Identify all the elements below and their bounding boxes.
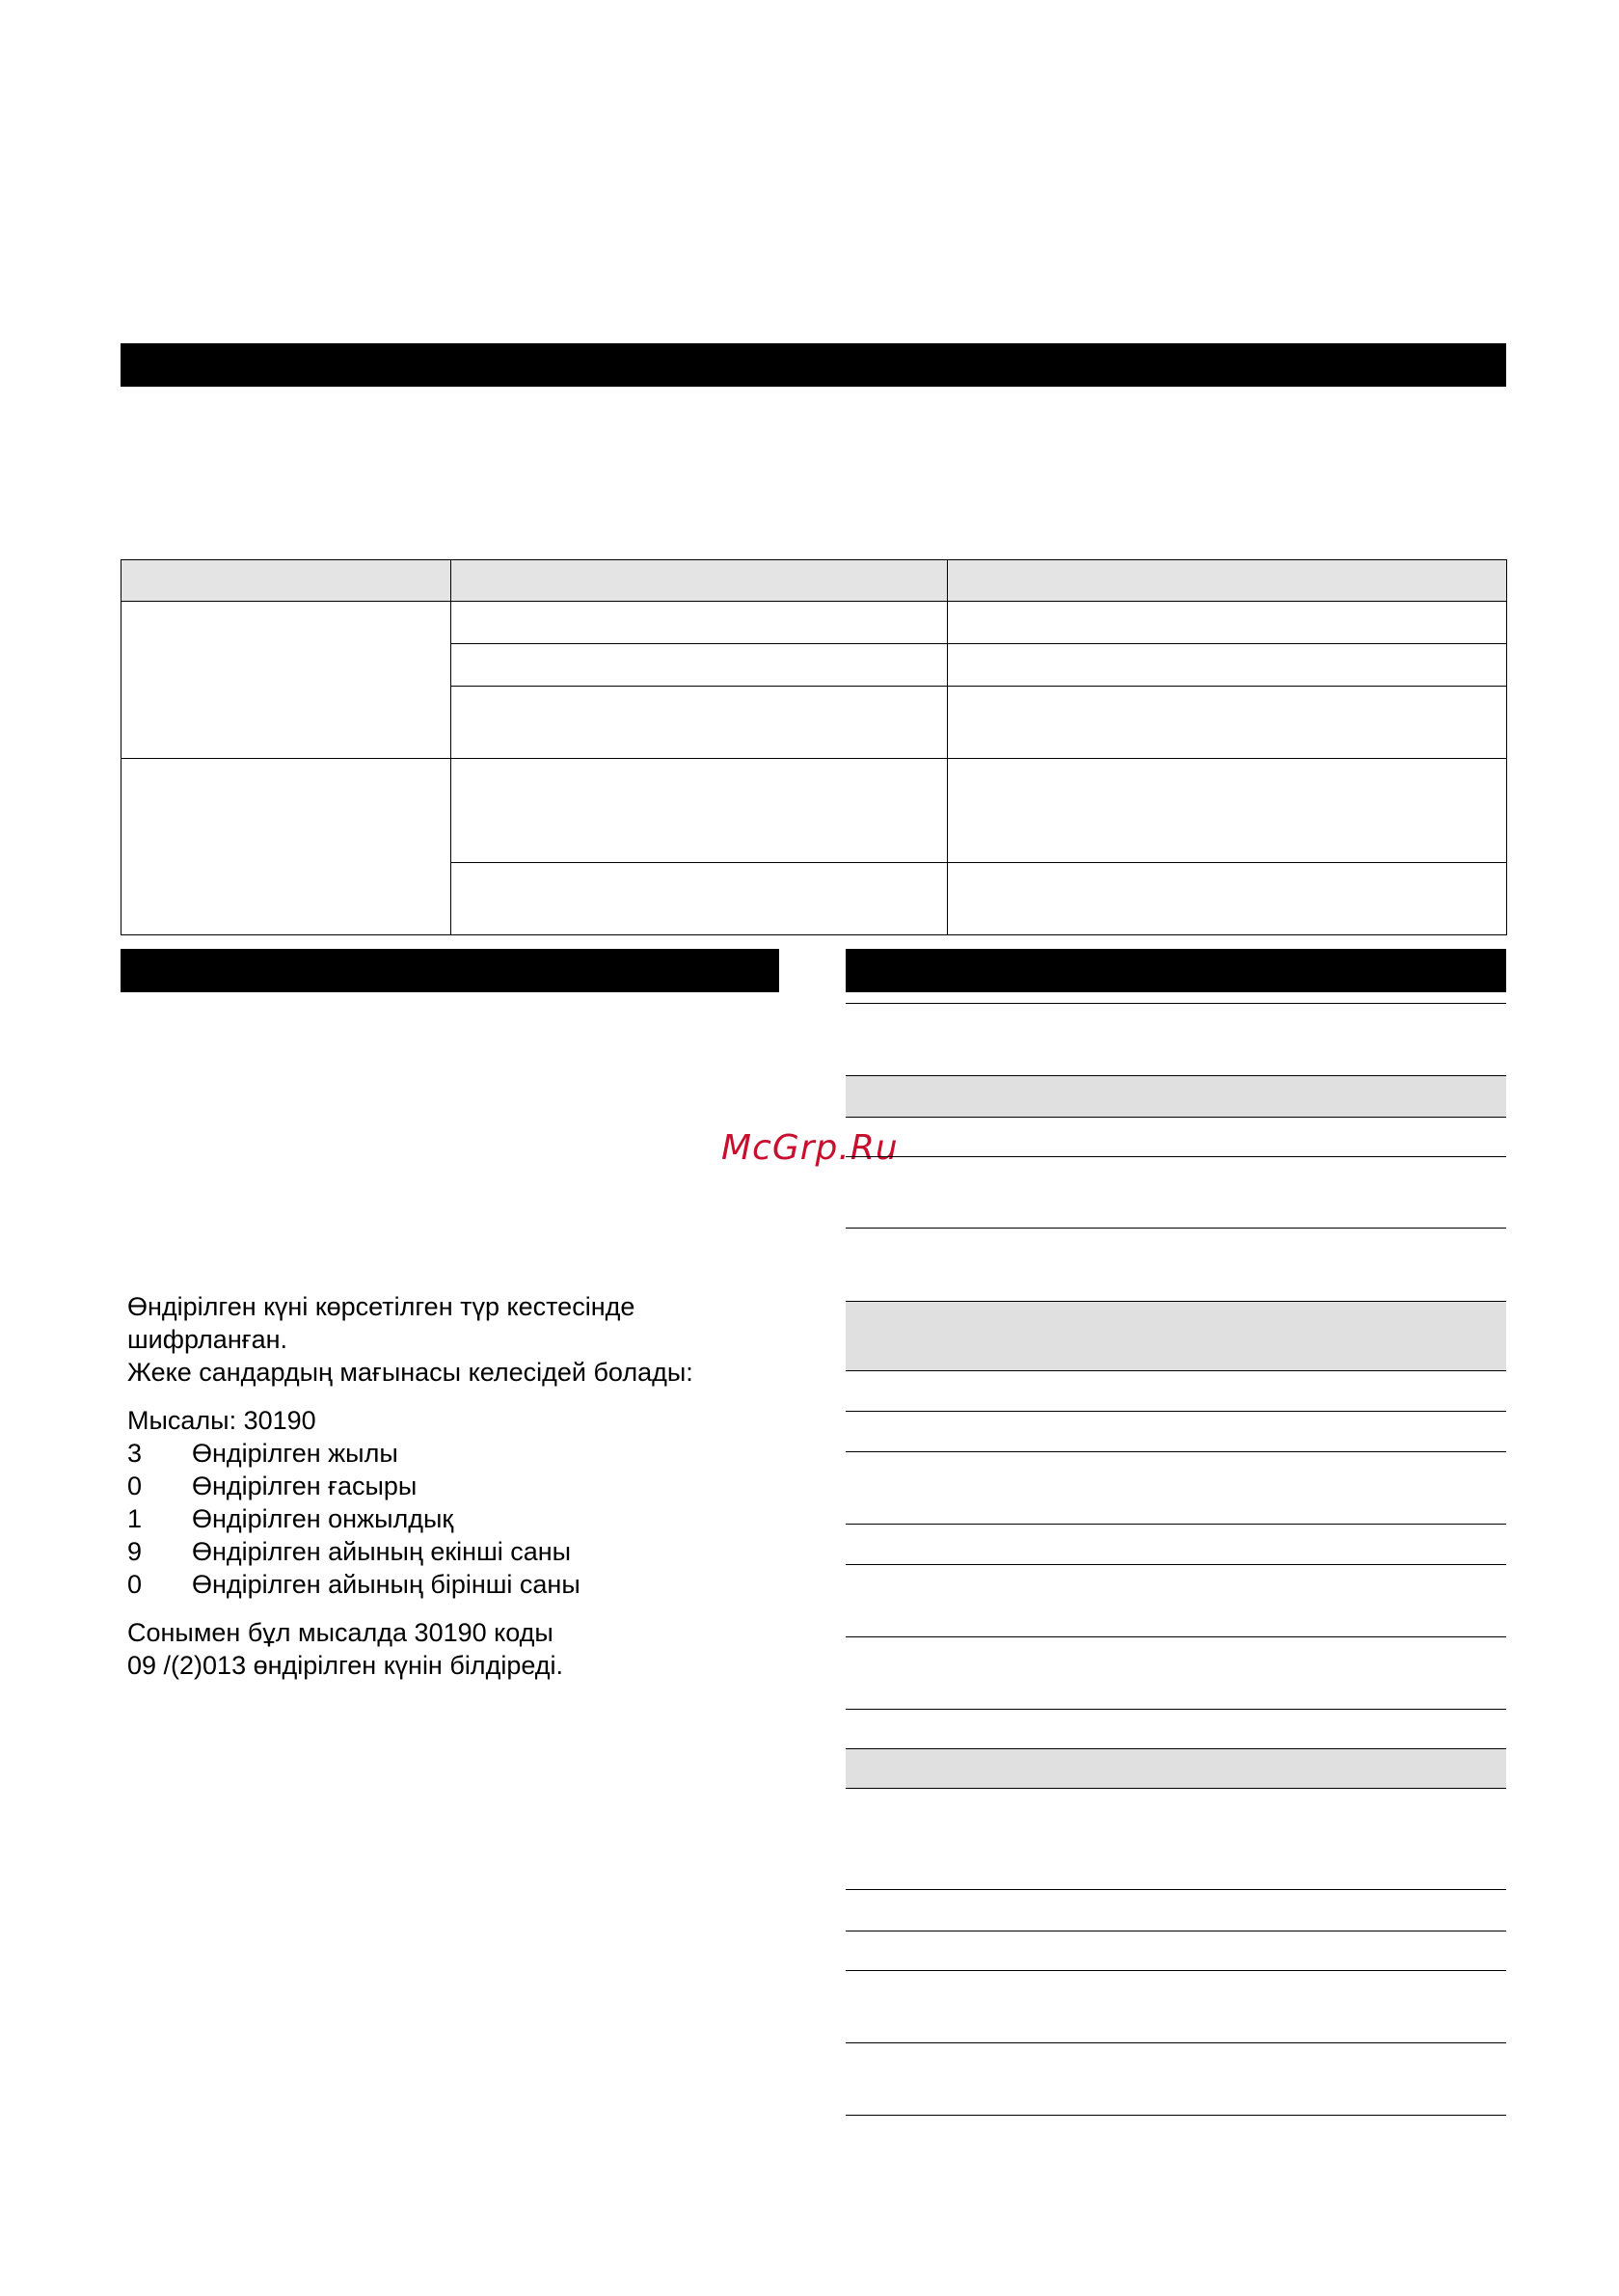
table-header-cell [121,560,451,602]
shaded-row [846,1301,1506,1370]
code-description: Өндірілген онжылдық [192,1504,454,1533]
table-cell [948,863,1507,935]
table-cell [948,644,1507,687]
table-cell [948,602,1507,644]
code-digit: 0 [127,1570,143,1599]
rule-line [846,2115,1506,2116]
conclusion-text: Сонымен бұл мысалда 30190 коды [127,1618,553,1647]
rule-line [846,1889,1506,1890]
code-description: Өндірілген ғасыры [192,1472,418,1500]
conclusion-text: 09 /(2)013 өндірілген күнін білдіреді. [127,1651,564,1680]
table-cell [451,602,948,644]
code-description: Өндірілген жылы [192,1439,398,1468]
rule-line [846,1003,1506,1004]
code-description: Өндірілген айының бірінші саны [192,1570,580,1599]
rule-line [846,1075,1506,1076]
shaded-row [846,1748,1506,1788]
code-digit: 1 [127,1504,143,1533]
table-cell [451,759,948,863]
table-header-cell [451,560,948,602]
rule-line [846,1370,1506,1371]
table-group-cell [121,602,451,759]
rule-line [846,1117,1506,1118]
table-cell [451,863,948,935]
code-description: Өндірілген айының екінші саны [192,1537,572,1566]
rule-line [846,1524,1506,1525]
rule-line [846,1156,1506,1157]
table-cell [948,687,1507,759]
code-digit: 0 [127,1472,143,1500]
intro-text: Жеке сандардың мағынасы келесідей болады: [127,1358,693,1387]
rule-line [846,1788,1506,1789]
table-row [121,759,1507,863]
list-item [127,1470,783,1502]
rule-line [846,1564,1506,1565]
list-item [127,1568,783,1601]
specification-table [121,559,1507,935]
rule-line [846,1451,1506,1452]
rule-line [846,2042,1506,2043]
shaded-row [846,1075,1506,1117]
rule-line [846,1411,1506,1412]
watermark: McGrp.Ru [721,1128,899,1168]
intro-text: Өндірілген күні көрсетілген түр кестесінде [127,1292,635,1321]
list-item [127,1502,783,1535]
rule-line [846,1748,1506,1749]
table-group-cell [121,759,451,935]
list-item [127,1437,783,1470]
section-header-bar [121,343,1506,387]
list-item [127,1535,783,1568]
example-label: Мысалы: 30190 [127,1406,316,1435]
rule-line [846,1970,1506,1971]
rule-line [846,1636,1506,1637]
table-header-cell [948,560,1507,602]
code-digit: 9 [127,1537,143,1566]
code-digit: 3 [127,1439,143,1468]
table-cell [451,644,948,687]
rule-line [846,1228,1506,1229]
table-row [121,602,1507,644]
production-code-section [127,1290,783,1682]
table-cell [451,687,948,759]
table-cell [948,759,1507,863]
section-header-bar-left [121,949,779,992]
rule-line [846,1301,1506,1302]
rule-line [846,1709,1506,1710]
intro-text: шифрланған. [127,1325,288,1354]
table-header-row [121,560,1507,602]
section-header-bar-right [846,949,1506,992]
